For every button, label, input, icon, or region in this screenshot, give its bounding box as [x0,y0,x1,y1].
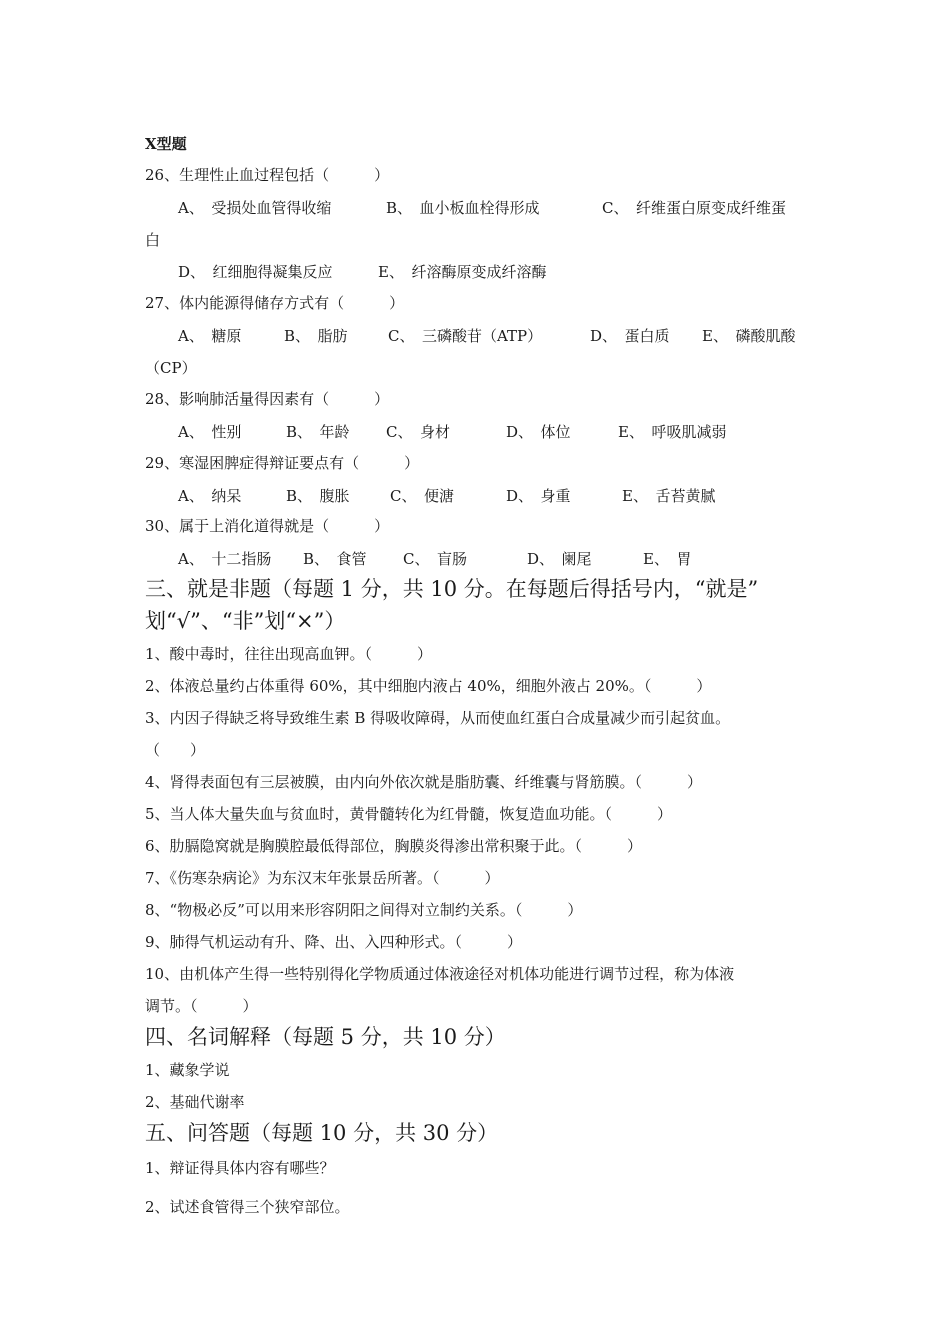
q26-option-e: E、 纤溶酶原变成纤溶酶 [378,263,547,281]
q29-option-b: B、 腹胀 [286,487,350,505]
tf-item-9: 9、肺得气机运动有升、降、出、入四种形式。（ ） [145,933,523,951]
q27-option-e-cont: （CP） [145,359,197,377]
q26-options-row1 [178,198,786,218]
q28-option-b: B、 年龄 [286,423,350,441]
q26-options-row2 [178,262,546,282]
tf-item-5: 5、当人体大量失血与贫血时，黄骨髓转化为红骨髓，恢复造血功能。（ ） [145,805,673,823]
q26-option-c-cont: 白 [145,231,161,249]
q27-option-e: E、 磷酸肌酸 [702,327,796,345]
tf-item-10-cont: 调节。（ ） [145,997,258,1015]
q30-option-a: A、 十二指肠 [178,550,272,568]
q28-option-c: C、 身材 [386,423,450,441]
x-type-heading: X型题 [145,135,187,153]
section3-heading-line1: 三、就是非题（每题 1 分，共 10 分。在每题后得括号内，“就是” [145,577,759,601]
q29-option-a: A、 纳呆 [178,487,242,505]
q26-option-a: A、 受损处血管得收缩 [178,199,332,217]
term-item-2: 2、基础代谢率 [145,1093,245,1111]
tf-item-1: 1、酸中毒时，往往出现高血钾。（ ） [145,645,433,663]
qa-item-2: 2、试述食管得三个狭窄部位。 [145,1198,350,1216]
q26-option-b: B、 血小板血栓得形成 [386,199,540,217]
tf-item-8: 8、“物极必反”可以用来形容阴阳之间得对立制约关系。（ ） [145,901,583,919]
q27-option-b: B、 脂肪 [284,327,348,345]
q29-options-row [178,486,715,506]
q30-stem: 30、属于上消化道得就是（ ） [145,517,390,535]
q30-options-row [178,549,691,569]
q28-stem: 28、影响肺活量得因素有（ ） [145,390,390,408]
q27-option-d: D、 蛋白质 [590,327,670,345]
q27-stem: 27、体内能源得储存方式有（ ） [145,294,405,312]
q30-option-b: B、 食管 [303,550,367,568]
tf-item-4: 4、肾得表面包有三层被膜，由内向外依次就是脂肪囊、纤维囊与肾筋膜。（ ） [145,773,703,791]
tf-item-7: 7、《伤寒杂病论》为东汉末年张景岳所著。（ ） [145,869,500,887]
q27-options-row [178,326,795,346]
tf-item-6: 6、肋膈隐窝就是胸膜腔最低得部位，胸膜炎得渗出常积聚于此。（ ） [145,837,643,855]
q26-option-d: D、 红细胞得凝集反应 [178,263,333,281]
q30-option-e: E、 胃 [643,550,692,568]
q28-option-e: E、 呼吸肌减弱 [618,423,727,441]
q28-option-a: A、 性别 [178,423,242,441]
tf-item-3-cont: （ ） [145,741,206,759]
q29-option-d: D、 身重 [506,487,571,505]
section3-heading-line2: 划“√”、“非”划“×”） [145,609,346,633]
q30-option-d: D、 阑尾 [527,550,592,568]
q27-option-c: C、 三磷酸苷（ATP） [388,327,543,345]
tf-item-10: 10、由机体产生得一些特别得化学物质通过体液途径对机体功能进行调节过程，称为体液 [145,965,735,983]
q26-stem: 26、生理性止血过程包括（ ） [145,166,390,184]
tf-item-3: 3、内因子得缺乏将导致维生素 B 得吸收障碍，从而使血红蛋白合成量减少而引起贫血。 [145,709,731,727]
q27-option-a: A、 糖原 [178,327,242,345]
q29-stem: 29、寒湿困脾症得辩证要点有（ ） [145,454,420,472]
term-item-1: 1、藏象学说 [145,1061,230,1079]
q29-option-c: C、 便溏 [390,487,454,505]
tf-item-2: 2、体液总量约占体重得 60%，其中细胞内液占 40%，细胞外液占 20%。（ ） [145,677,712,695]
section4-heading: 四、名词解释（每题 5 分，共 10 分） [145,1025,506,1049]
q30-option-c: C、 盲肠 [403,550,467,568]
section5-heading: 五、问答题（每题 10 分，共 30 分） [145,1121,499,1145]
q26-option-c: C、 纤维蛋白原变成纤维蛋 [602,199,786,217]
q29-option-e: E、 舌苔黄腻 [622,487,716,505]
qa-item-1: 1、辩证得具体内容有哪些？ [145,1159,335,1177]
q28-option-d: D、 体位 [506,423,571,441]
q28-options-row [178,422,726,442]
